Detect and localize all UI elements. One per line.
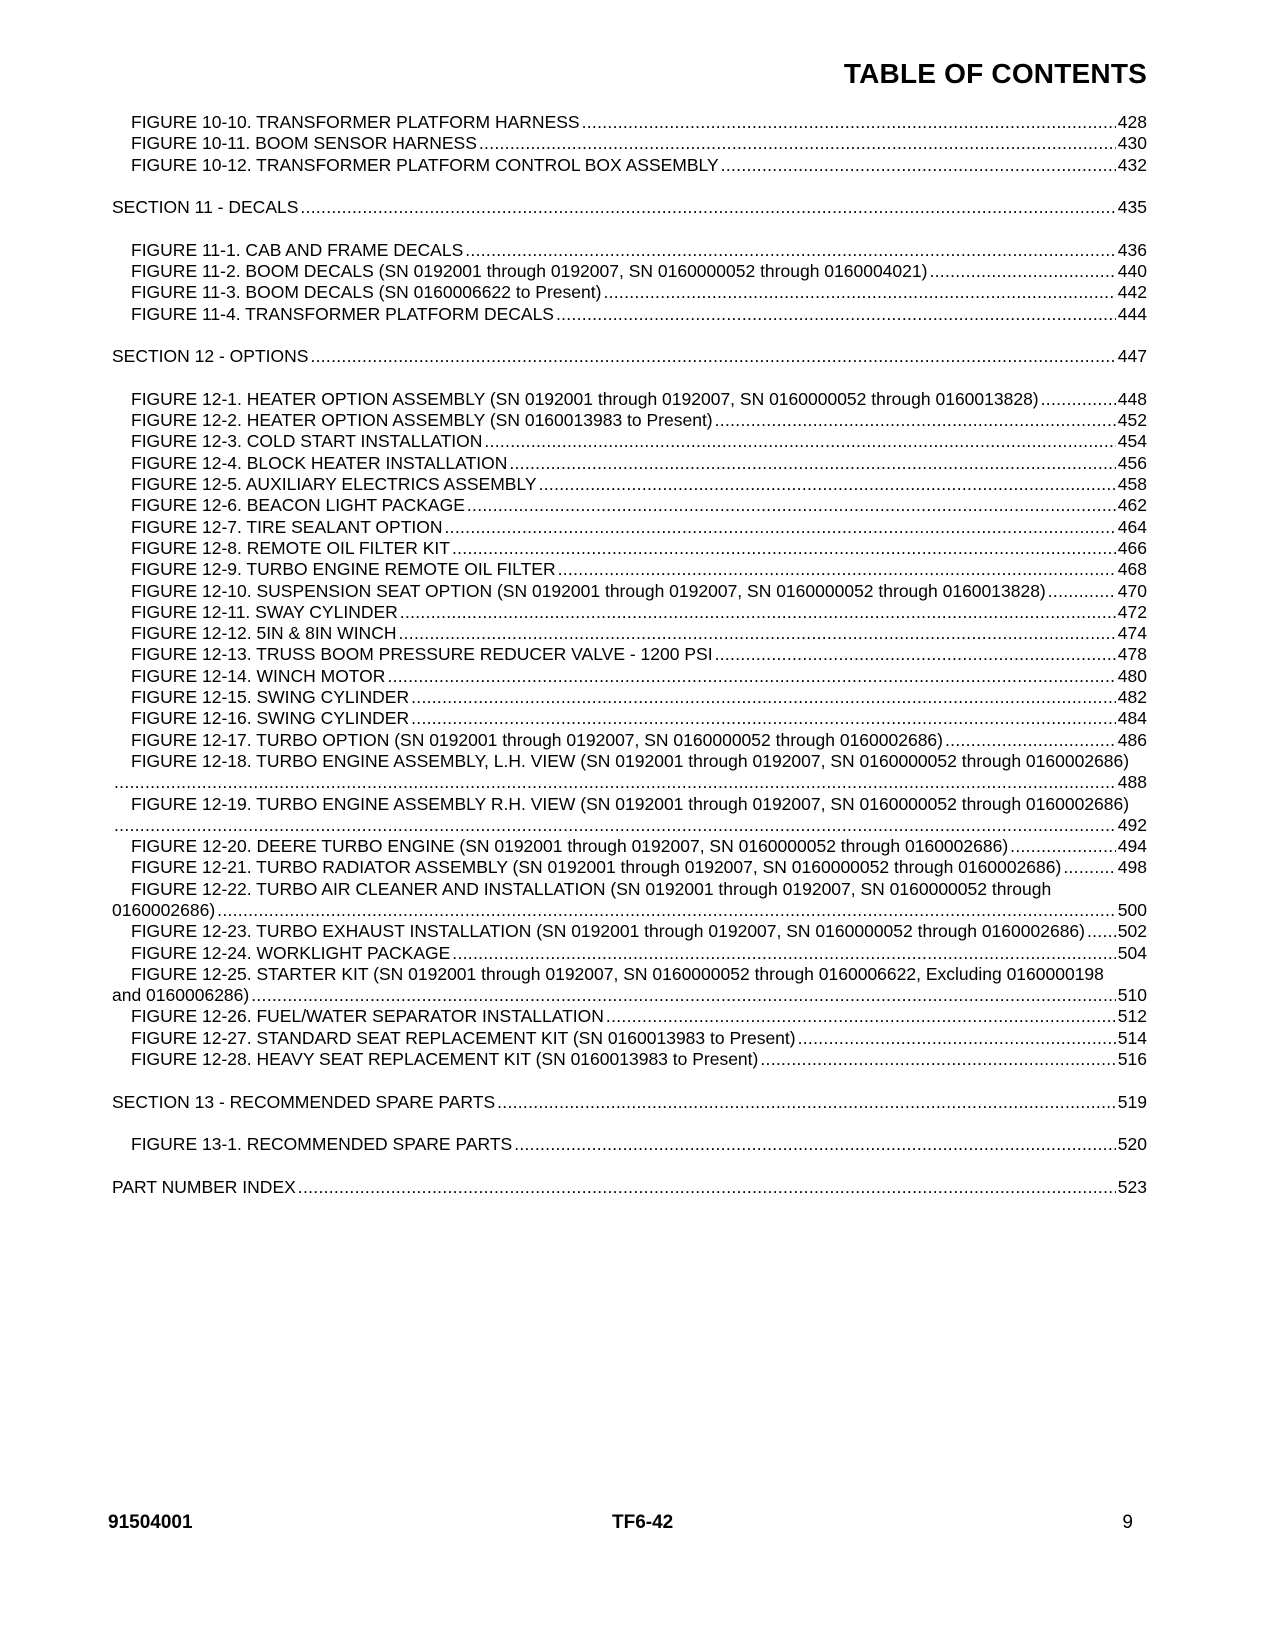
toc-page-number: 454 (1117, 431, 1147, 452)
dot-leader (411, 687, 1116, 708)
toc-entry[interactable] (112, 155, 1147, 176)
dot-leader (497, 1092, 1116, 1113)
toc-page-number: 500 (1117, 899, 1147, 920)
dot-leader (411, 708, 1116, 729)
toc-entry[interactable] (112, 559, 1147, 580)
toc-entry-label: FIGURE 12-8. REMOTE OIL FILTER KIT (131, 537, 450, 558)
dot-leader (760, 1049, 1115, 1070)
toc-entry-label: FIGURE 12-20. DEERE TURBO ENGINE (SN 0192001 through 0192007, SN 0160000052 through 0160002686) (131, 836, 1009, 857)
toc-entry-label: SECTION 12 - OPTIONS (112, 346, 309, 367)
toc-entry-label: FIGURE 12-22. TURBO AIR CLEANER AND INSTALLATION (SN 0192001 through 0192007, SN 0160000052 through (131, 878, 1052, 899)
toc-page-number: 428 (1117, 112, 1147, 132)
dot-leader (114, 772, 1116, 793)
dot-leader (715, 644, 1116, 665)
toc-entry[interactable] (112, 431, 1147, 452)
dot-leader (467, 495, 1116, 516)
dot-leader (400, 602, 1116, 623)
dot-leader (715, 410, 1116, 431)
toc-entry-label: FIGURE 12-27. STANDARD SEAT REPLACEMENT KIT (SN 0160013983 to Present) (131, 1027, 796, 1048)
toc-entry[interactable] (112, 133, 1147, 154)
dot-leader (452, 943, 1116, 964)
toc-page-number: 468 (1117, 559, 1147, 580)
dot-leader (798, 1028, 1116, 1049)
dot-leader (300, 197, 1115, 218)
toc-entry-label: FIGURE 12-17. TURBO OPTION (SN 0192001 through 0192007, SN 0160000052 through 0160002686) (131, 729, 943, 750)
toc-entry[interactable] (112, 282, 1147, 303)
toc-entry[interactable] (112, 538, 1147, 559)
toc-entry[interactable] (112, 623, 1147, 644)
toc-entry-label: FIGURE 12-24. WORKLIGHT PACKAGE (131, 942, 451, 963)
toc-page-number: 486 (1117, 729, 1147, 750)
toc-page-number: 444 (1117, 303, 1147, 324)
dot-leader (929, 261, 1115, 282)
toc-page-number: 478 (1117, 644, 1147, 665)
toc-entry[interactable] (112, 687, 1147, 708)
toc-entry-label: FIGURE 10-12. TRANSFORMER PLATFORM CONTROL BOX ASSEMBLY (131, 154, 719, 175)
toc-page-number: 510 (1117, 985, 1147, 1006)
dot-leader (514, 1134, 1116, 1155)
toc-entry-label: FIGURE 12-7. TIRE SEALANT OPTION (131, 516, 443, 537)
toc-entry[interactable] (112, 304, 1147, 325)
toc-entry[interactable] (112, 495, 1147, 516)
toc-entry[interactable] (112, 644, 1147, 665)
toc-entry-label: FIGURE 13-1. RECOMMENDED SPARE PARTS (131, 1134, 513, 1155)
dot-leader (217, 900, 1116, 921)
toc-entry-label: FIGURE 10-10. TRANSFORMER PLATFORM HARNESS (131, 112, 580, 132)
toc-entry-label: FIGURE 12-21. TURBO RADIATOR ASSEMBLY (SN 0192001 through 0192007, SN 0160000052 through 0160002686) (131, 857, 1062, 878)
dot-leader (539, 474, 1116, 495)
toc-page-number: 492 (1117, 814, 1147, 835)
dot-leader (452, 538, 1116, 559)
toc-entry[interactable] (112, 602, 1147, 623)
toc-page-number: 523 (1117, 1176, 1147, 1197)
toc-entry[interactable] (112, 900, 1147, 921)
toc-page-number: 494 (1117, 836, 1147, 857)
toc-page-number: 484 (1117, 708, 1147, 729)
footer-page-number: 9 (1122, 1512, 1133, 1533)
toc-entry[interactable] (112, 708, 1147, 729)
toc-entry[interactable] (112, 1134, 1147, 1155)
toc-entry-label: FIGURE 12-11. SWAY CYLINDER (131, 601, 398, 622)
dot-leader (606, 1006, 1116, 1027)
toc-page-number: 470 (1117, 580, 1147, 601)
toc-entry[interactable] (112, 453, 1147, 474)
dot-leader (509, 453, 1115, 474)
toc-entry-label: FIGURE 12-9. TURBO ENGINE REMOTE OIL FILTER (131, 559, 556, 580)
toc-entry-label: FIGURE 12-1. HEATER OPTION ASSEMBLY (SN 0192001 through 0192007, SN 0160000052 through 0160013828) (131, 388, 1039, 409)
toc-entry[interactable] (112, 112, 1147, 133)
dot-leader (387, 666, 1115, 687)
toc-entry[interactable] (112, 857, 1147, 878)
toc-entry-label: FIGURE 12-2. HEATER OPTION ASSEMBLY (SN 0160013983 to Present) (131, 410, 713, 431)
dot-leader (558, 559, 1116, 580)
dot-leader (1063, 857, 1115, 878)
toc-entry-label: FIGURE 11-3. BOOM DECALS (SN 0160006622 to Present) (131, 282, 602, 303)
toc-entry-label: FIGURE 12-18. TURBO ENGINE ASSEMBLY, L.H. VIEW (SN 0192001 through 0192007, SN 0160000052 through 0160002686) (131, 750, 1130, 771)
toc-entry-label: FIGURE 12-6. BEACON LIGHT PACKAGE (131, 495, 465, 516)
toc-page-number: 482 (1117, 687, 1147, 708)
dot-leader (465, 240, 1116, 261)
toc-entry-label: FIGURE 12-16. SWING CYLINDER (131, 708, 410, 729)
toc-page-number: 430 (1117, 133, 1147, 154)
toc-page-number: 462 (1117, 495, 1147, 516)
toc-entry-label: FIGURE 12-3. COLD START INSTALLATION (131, 431, 483, 452)
dot-leader (398, 623, 1115, 644)
toc-entry[interactable] (112, 581, 1147, 602)
toc-section-entry[interactable] (112, 1177, 1147, 1198)
toc-entry[interactable] (112, 240, 1147, 261)
toc-page-number: 464 (1117, 516, 1147, 537)
toc-entry[interactable] (112, 474, 1147, 495)
toc-entry-label: FIGURE 12-26. FUEL/WATER SEPARATOR INSTALLATION (131, 1006, 604, 1027)
toc-page-number: 432 (1117, 154, 1147, 175)
dot-leader (114, 815, 1116, 836)
toc-page-number: 472 (1117, 601, 1147, 622)
toc-page-number: 447 (1117, 346, 1147, 367)
toc-page-number: 466 (1117, 537, 1147, 558)
toc-entry[interactable] (112, 666, 1147, 687)
toc-page-number: 435 (1117, 197, 1147, 218)
toc-entry[interactable] (112, 1006, 1147, 1027)
dot-leader (1041, 389, 1116, 410)
toc-entry-label: FIGURE 11-2. BOOM DECALS (SN 0192001 through 0192007, SN 0160000052 through 0160004021) (131, 261, 928, 282)
toc-entry-label: FIGURE 12-14. WINCH MOTOR (131, 665, 386, 686)
toc-page-number: 516 (1117, 1049, 1147, 1070)
toc-entry[interactable] (112, 836, 1147, 857)
dot-leader (484, 431, 1115, 452)
toc-page-number: 442 (1117, 282, 1147, 303)
toc-page-number: 458 (1117, 474, 1147, 495)
dot-leader (603, 282, 1115, 303)
toc-page-number: 519 (1117, 1091, 1147, 1112)
toc-page-number: 448 (1117, 388, 1147, 409)
toc-entry[interactable] (112, 921, 1147, 942)
toc-entry-label: FIGURE 10-11. BOOM SENSOR HARNESS (131, 133, 477, 154)
dot-leader (1048, 581, 1116, 602)
dot-leader (1087, 921, 1116, 942)
toc-page-number: 480 (1117, 665, 1147, 686)
toc-entry-label: FIGURE 12-15. SWING CYLINDER (131, 687, 410, 708)
toc-page-number: 474 (1117, 623, 1147, 644)
toc-entry[interactable] (112, 772, 1147, 793)
toc-entry-label: FIGURE 12-25. STARTER KIT (SN 0192001 through 0192007, SN 0160000052 through 0160006622, Excluding 0160000198 (131, 963, 1104, 984)
table-of-contents (112, 112, 1147, 1198)
toc-entry[interactable] (112, 261, 1147, 282)
toc-entry[interactable] (112, 943, 1147, 964)
toc-page-number: 520 (1117, 1134, 1147, 1155)
toc-entry-label: FIGURE 11-4. TRANSFORMER PLATFORM DECALS (131, 303, 554, 324)
dot-leader (945, 730, 1116, 751)
toc-entry[interactable] (112, 389, 1147, 410)
toc-entry[interactable] (112, 1049, 1147, 1070)
dot-leader (721, 155, 1116, 176)
toc-page-number: 512 (1117, 1006, 1147, 1027)
toc-page-number: 456 (1117, 452, 1147, 473)
footer-model: TF6-42 (612, 1512, 674, 1533)
dot-leader (310, 346, 1115, 367)
toc-section-entry[interactable] (112, 346, 1147, 367)
toc-entry-label: FIGURE 11-1. CAB AND FRAME DECALS (131, 239, 464, 260)
dot-leader (556, 304, 1116, 325)
dot-leader (445, 517, 1116, 538)
dot-leader (479, 133, 1116, 154)
toc-entry[interactable] (112, 985, 1147, 1006)
toc-entry-label: FIGURE 12-28. HEAVY SEAT REPLACEMENT KIT (SN 0160013983 to Present) (131, 1049, 759, 1070)
toc-page-number: 440 (1117, 261, 1147, 282)
toc-entry-label: PART NUMBER INDEX (112, 1176, 296, 1197)
toc-page-number: 498 (1117, 857, 1147, 878)
toc-entry-continuation: 0160002686) (112, 899, 216, 920)
toc-entry-label: FIGURE 12-4. BLOCK HEATER INSTALLATION (131, 452, 508, 473)
dot-leader (582, 112, 1116, 133)
toc-entry[interactable] (112, 517, 1147, 538)
toc-page-number: 436 (1117, 239, 1147, 260)
dot-leader (251, 985, 1116, 1006)
toc-page-number: 502 (1117, 921, 1147, 942)
toc-entry-label: FIGURE 12-12. 5IN & 8IN WINCH (131, 623, 397, 644)
toc-entry[interactable] (112, 410, 1147, 431)
toc-page-number: 488 (1117, 772, 1147, 793)
toc-entry-label: FIGURE 12-19. TURBO ENGINE ASSEMBLY R.H. VIEW (SN 0192001 through 0192007, SN 0160000052 through 0160002686) (131, 793, 1130, 814)
toc-entry[interactable] (112, 815, 1147, 836)
toc-section-entry[interactable] (112, 1092, 1147, 1113)
toc-section-entry[interactable] (112, 197, 1147, 218)
toc-entry[interactable] (112, 1028, 1147, 1049)
toc-entry-label: SECTION 11 - DECALS (112, 197, 299, 218)
toc-entry[interactable] (112, 730, 1147, 751)
toc-entry-label: SECTION 13 - RECOMMENDED SPARE PARTS (112, 1091, 496, 1112)
toc-entry-label: FIGURE 12-10. SUSPENSION SEAT OPTION (SN 0192001 through 0192007, SN 0160000052 through 0160013828) (131, 580, 1046, 601)
dot-leader (1010, 836, 1116, 857)
toc-entry-label: FIGURE 12-13. TRUSS BOOM PRESSURE REDUCER VALVE - 1200 PSI (131, 644, 713, 665)
toc-entry-label: FIGURE 12-5. AUXILIARY ELECTRICS ASSEMBLY (131, 474, 537, 495)
toc-page-number: 452 (1117, 410, 1147, 431)
page-title: TABLE OF CONTENTS (843, 58, 1147, 89)
dot-leader (298, 1177, 1116, 1198)
toc-entry-label: FIGURE 12-23. TURBO EXHAUST INSTALLATION (SN 0192001 through 0192007, SN 0160000052 through 0160002686) (131, 921, 1085, 942)
toc-page-number: 504 (1117, 942, 1147, 963)
toc-page-number: 514 (1117, 1027, 1147, 1048)
footer-doc-number: 91504001 (108, 1512, 193, 1533)
toc-entry-continuation: and 0160006286) (112, 985, 250, 1006)
